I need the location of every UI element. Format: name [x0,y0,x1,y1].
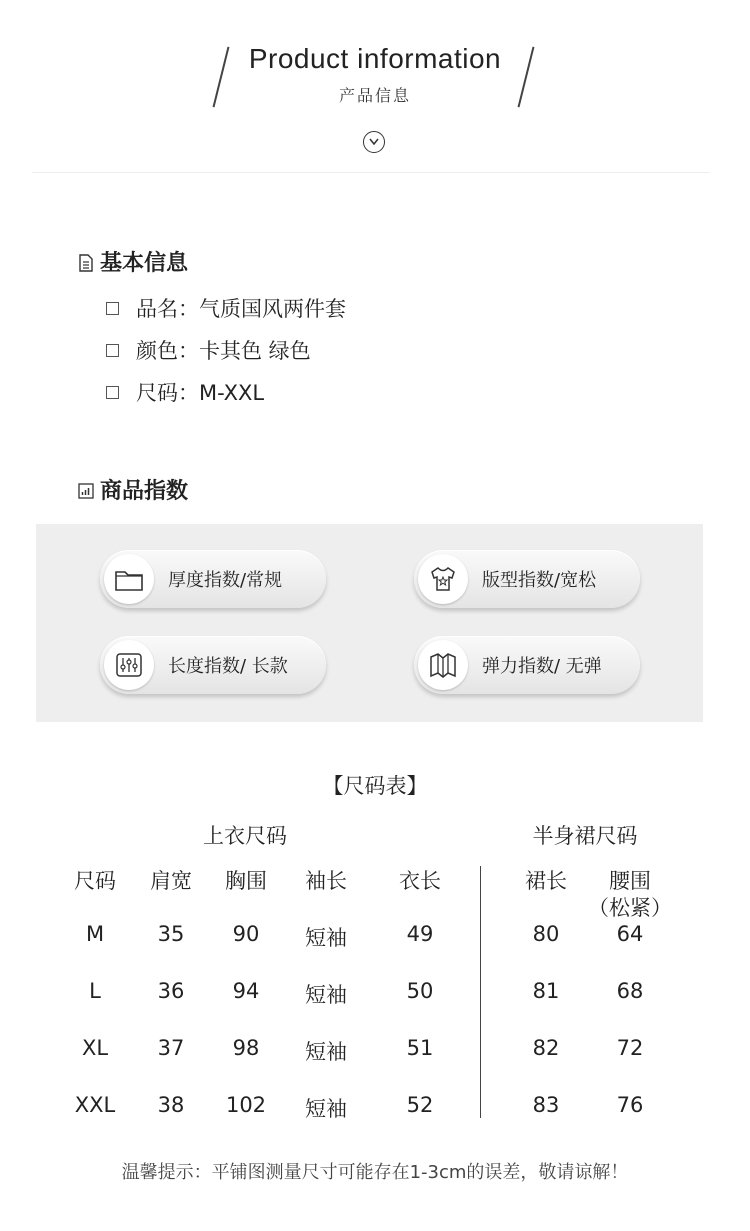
pill-label: 版型指数/宽松 [482,570,597,591]
basic-info-title: 基本信息 [100,251,189,276]
length-index-pill [100,636,326,694]
table-cell: 64 [616,922,644,946]
table-cell: 37 [157,1036,185,1060]
table-divider [480,866,481,1118]
table-header-cell: 腰围 [609,869,651,893]
table-cell: 51 [406,1036,434,1060]
table-header-cell: 裙长 [525,869,567,893]
table-cell: 52 [406,1093,434,1117]
table-cell: XXL [74,1093,116,1117]
table-cell: 短袖 [305,983,347,1007]
table-header-cell: 肩宽 [150,869,192,893]
chevron-down-icon [363,131,385,153]
checkbox-square-icon [106,344,119,357]
product-index-heading [78,474,188,505]
page-title: Product information [248,43,502,74]
product-index-panel [36,524,703,722]
bar-chart-icon [78,481,94,499]
table-cell: 81 [532,979,560,1003]
table-cell: 短袖 [305,1040,347,1064]
table-header-cell: 尺码 [74,869,116,893]
table-cell: 短袖 [305,926,347,950]
map-icon [418,640,468,690]
table-cell: 76 [616,1093,644,1117]
table-cell: 98 [232,1036,260,1060]
table-header-cell: 衣长 [399,869,441,893]
table-cell: 49 [406,922,434,946]
table-cell: 90 [232,922,260,946]
table-cell: 36 [157,979,185,1003]
table-cell: 102 [225,1093,267,1117]
table-header-cell: （松紧） [588,896,672,920]
table-cell: 短袖 [305,1097,347,1121]
table-header-cell: 胸围 [225,869,267,893]
table-cell: 68 [616,979,644,1003]
thickness-index-pill [100,550,326,608]
measurement-tip: 温馨提示：平铺图测量尺寸可能存在1-3cm的误差，敬请谅解！ [121,1162,629,1183]
checkbox-square-icon [106,386,119,399]
pill-label: 弹力指数/ 无弹 [482,656,602,677]
header-divider [32,172,710,173]
page-subtitle: 产品信息 [338,86,411,105]
pill-label: 长度指数/ 长款 [168,656,288,677]
table-cell: 72 [616,1036,644,1060]
info-item-label: 尺码：M-XXL [136,381,265,405]
table-cell: 50 [406,979,434,1003]
table-cell: 83 [532,1093,560,1117]
product-index-title: 商品指数 [100,479,189,504]
table-header-cell: 袖长 [305,869,347,893]
table-cell: 80 [532,922,560,946]
checkbox-square-icon [106,302,119,315]
table-cell: L [89,979,101,1003]
pill-label: 厚度指数/常规 [168,570,283,591]
table-cell: 38 [157,1093,185,1117]
table-cell: 94 [232,979,260,1003]
info-item-label: 品名：气质国风两件套 [136,297,346,321]
sliders-icon [104,640,154,690]
elasticity-index-pill [414,636,640,694]
document-icon [78,253,94,271]
table-cell: XL [81,1036,109,1060]
table-cell: M [85,922,105,946]
basic-info-heading [78,246,188,277]
info-item-size [106,377,264,407]
size-table-title: 【尺码表】 [322,774,428,798]
info-item-label: 颜色：卡其色 绿色 [136,339,311,363]
info-item-color [106,335,311,365]
fit-index-pill [414,550,640,608]
folder-icon [104,554,154,604]
skirt-size-group-label: 半身裙尺码 [532,824,638,848]
tshirt-icon [418,554,468,604]
info-item-name [106,293,346,323]
top-size-group-label: 上衣尺码 [203,824,287,848]
table-cell: 35 [157,922,185,946]
table-cell: 82 [532,1036,560,1060]
